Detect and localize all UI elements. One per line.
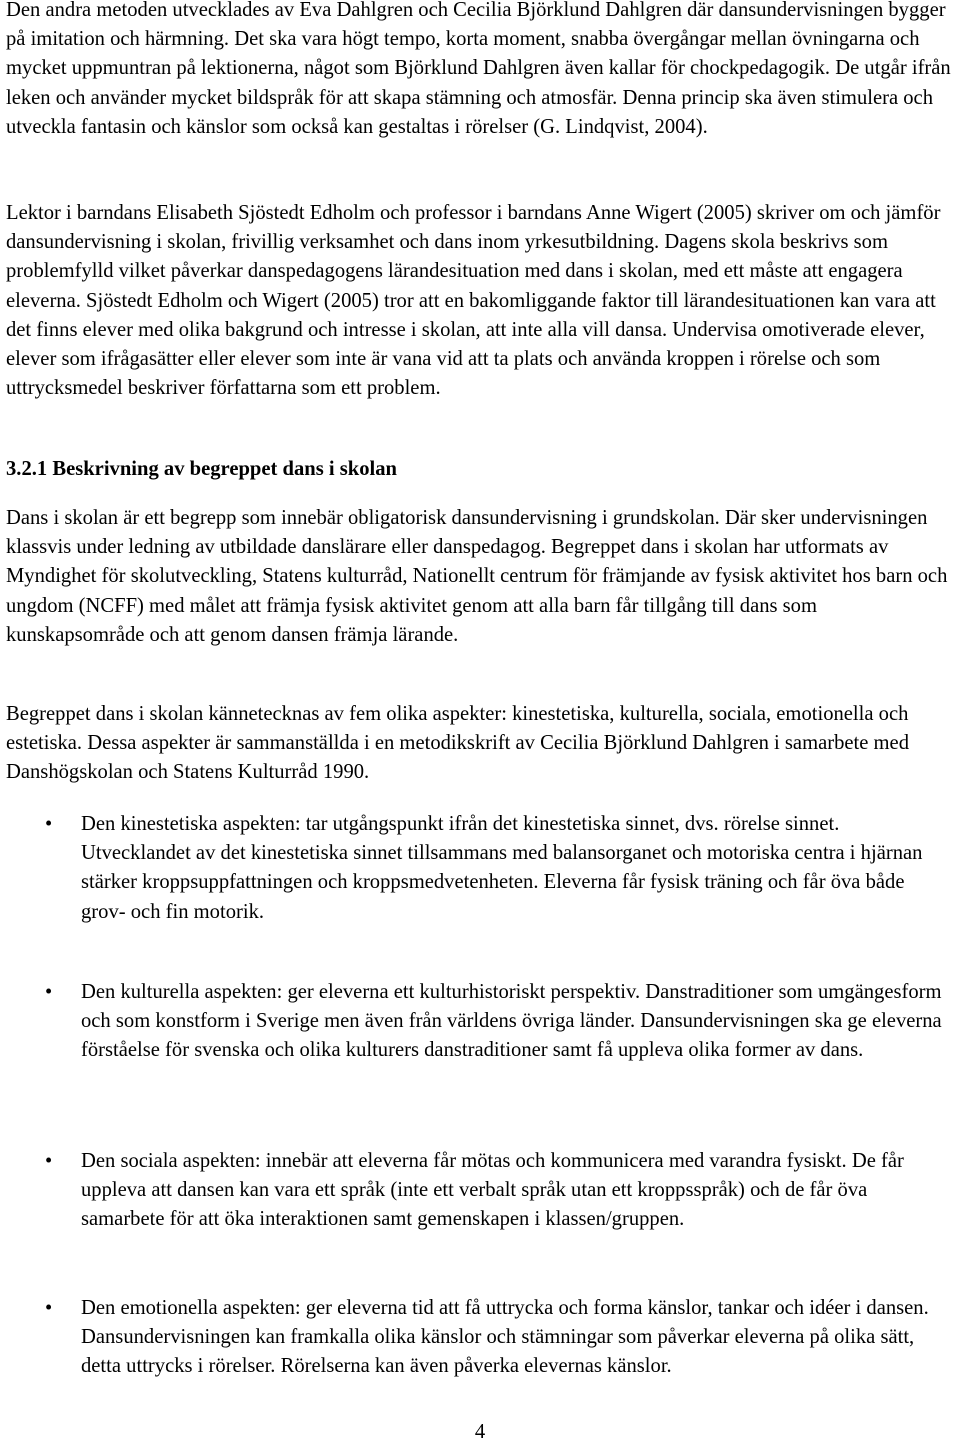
list-item-cultural — [6, 978, 956, 1066]
list-item-social — [6, 1147, 956, 1235]
bullet-icon: • — [45, 1297, 53, 1319]
paragraph-method-description: Den andra metoden utvecklades av Eva Dahlgren och Cecilia Björklund Dahlgren där dansundervisningen bygger på imitation och härmning. Det ska vara högt tempo, korta moment, snabba övergångar mellan övningarna och mycket uppmuntran på lektionerna, något som Björklund Dahlgren även kallar för chockpedagogik. De utgår ifrån leken och använder mycket bildspråk för att skapa stämning och atmosfär. Denna princip ska även stimulera och utveckla fantasin och känslor som också kan gestaltas i rörelser (G. Lindqvist, 2004). — [6, 0, 951, 138]
list-item-text: Den kulturella aspekten: ger eleverna ett kulturhistoriskt perspektiv. Danstraditioner som umgängesform och som konstform i Sverige men även från världens övriga länder. Dansundervisningen ska ge eleverna förståelse för svenska och olika kulturers danstraditioner samt få uppleva olika former av dans. — [81, 981, 942, 1062]
bullet-icon: • — [45, 981, 53, 1003]
page-number: 4 — [474, 1421, 486, 1443]
paragraph-five-aspects: Begreppet dans i skolan kännetecknas av fem olika aspekter: kinestetiska, kulturella, sociala, emotionella och estetiska. Dessa aspekter är sammanställda i en metodikskrift av Cecilia Björklund Dahlgren i samarbete med Danshögskolan och Statens Kulturråd 1990. — [6, 703, 909, 784]
list-item-text: Den sociala aspekten: innebär att eleverna får mötas och kommunicera med varandra fysiskt. De får uppleva att dansen kan vara ett språk (inte ett verbalt språk utan ett kroppsspråk) och de får öva samarbete för att öka interaktionen samt gemenskapen i klassen/gruppen. — [81, 1150, 904, 1231]
paragraph-lecturer-comparison: Lektor i barndans Elisabeth Sjöstedt Edholm och professor i barndans Anne Wigert (2005) skriver om och jämför dansundervisning i skolan, frivillig verksamhet och dans inom yrkesutbildning. Dagens skola beskrivs som problemfylld vilket påverkar danspedagogens lärandesituation med dans i skolan, med ett måste att engagera eleverna. Sjöstedt Edholm och Wigert (2005) tror att en bakomliggande faktor till lärandesituationen kan vara att det finns elever med olika bakgrund och intresse i skolan, att inte alla vill dansa. Undervisa omotiverade elever, elever som ifrågasätter eller elever som inte är vana vid att ta plats och använda kroppen i rörelse och som uttrycksmedel beskriver författarna som ett problem. — [6, 202, 941, 400]
list-item-emotional — [6, 1294, 956, 1382]
section-heading: 3.2.1 Beskrivning av begreppet dans i skolan — [6, 458, 397, 480]
list-item-kinesthetic — [6, 810, 956, 927]
bullet-icon: • — [45, 813, 53, 835]
list-item-text: Den emotionella aspekten: ger eleverna tid att få uttrycka och forma känslor, tankar och idéer i dansen. Dansundervisningen kan framkalla olika känslor och stämningar som påverkar eleverna på olika sätt, detta uttrycks i rörelser. Rörelserna kan även påverka elevernas känslor. — [81, 1297, 929, 1378]
bullet-icon: • — [45, 1150, 53, 1172]
paragraph-dans-i-skolan-definition: Dans i skolan är ett begrepp som innebär obligatorisk dansundervisning i grundskolan. Där sker undervisningen klassvis under ledning av utbildade danslärare eller danspedagog. Begreppet dans i skolan har utformats av Myndighet för skolutveckling, Statens kulturråd, Nationellt centrum för främjande av fysisk aktivitet hos barn och ungdom (NCFF) med målet att främja fysisk aktivitet genom att alla barn får tillgång till dans som kunskapsområde och att genom dansen främja lärande. — [6, 507, 948, 646]
list-item-text: Den kinestetiska aspekten: tar utgångspunkt ifrån det kinestetiska sinnet, dvs. rörelse sinnet. Utvecklandet av det kinestetiska sinnet tillsammans med balansorganet och motoriska centra i hjärnan stärker kroppsuppfattningen och kroppsmedvetenheten. Eleverna får fysisk träning och får öva både grov- och fin motorik. — [81, 813, 923, 923]
